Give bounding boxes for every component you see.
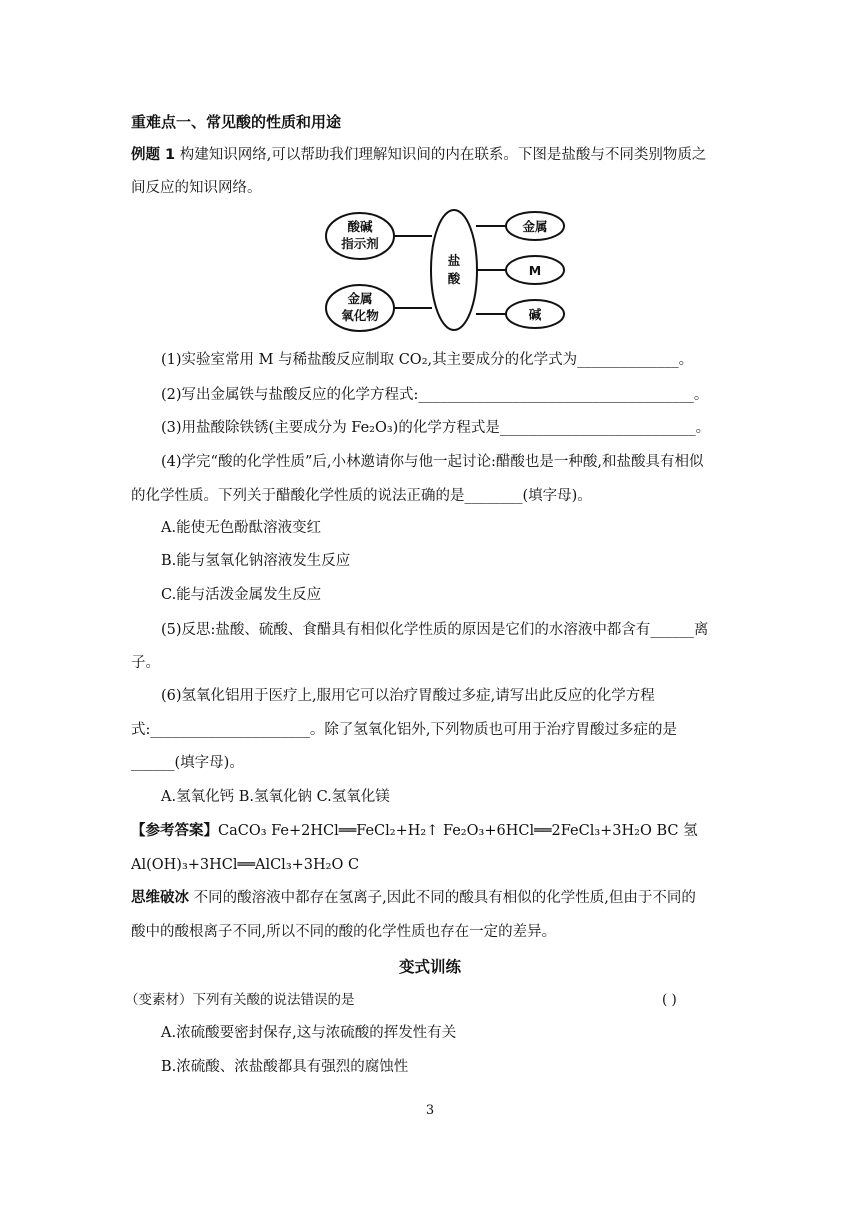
question-6-line-2: 式:______________________。除了氢氧化铝外,下列物质也可用于治疗胃酸过多症的是 [131,722,677,738]
question-6-line-1: (6)氢氧化铝用于医疗上,服用它可以治疗胃酸过多症,请写出此反应的化学方程 [161,688,655,704]
node-m-label: M [528,263,542,278]
answer-line-1 [131,821,698,841]
thinking-line-1 [131,888,696,908]
answer-line-2: Al(OH)₃+3HCl══AlCl₃+3H₂O C [131,857,360,873]
question-5-line-1: (5)反思:盐酸、硫酸、食醋具有相似化学性质的原因是它们的水溶液中都含有______离 [161,622,709,638]
question-1: (1)实验室常用 M 与稀盐酸反应制取 CO₂,其主要成分的化学式为______________。 [161,352,694,368]
thinking-text-1: 不同的酸溶液中都存在氢离子,因此不同的酸具有相似的化学性质,但由于不同的 [193,890,696,906]
node-hydrochloric-acid [431,210,477,330]
thinking-label: 思维破冰 [131,890,189,906]
question-6-line-3: ______(填字母)。 [131,755,244,771]
example-text-1: 构建知识网络,可以帮助我们理解知识间的内在联系。下图是盐酸与不同类别物质之 [179,147,707,163]
question-4-option-b: B.能与氢氧化钠溶液发生反应 [161,553,351,569]
answer-bracket: ( ) [662,992,677,1008]
node-metal-oxide-label-2: 氧化物 [341,308,379,323]
knowledge-network-diagram [324,208,588,336]
section-title: 重难点一、常见酸的性质和用途 [131,113,342,131]
question-5-line-2: 子。 [131,655,160,671]
question-2: (2)写出金属铁与盐酸反应的化学方程式:______________________________________。 [161,387,709,403]
answer-label: 【参考答案】 [131,823,218,839]
question-4-option-c: C.能与活泼金属发生反应 [161,587,322,603]
example-line-2: 间反应的知识网络。 [131,180,262,196]
variant-option-b: B.浓硫酸、浓盐酸都具有强烈的腐蚀性 [161,1059,409,1075]
node-indicator-label-1: 酸碱 [347,219,373,234]
node-acid-label-1: 盐 [447,253,461,268]
variant-option-a: A.浓硫酸要密封保存,这与浓硫酸的挥发性有关 [161,1025,457,1041]
question-3: (3)用盐酸除铁锈(主要成分为 Fe₂O₃)的化学方程式是___________________________。 [161,420,711,436]
page-number: 3 [425,1103,435,1118]
question-6-options: A.氢氧化钙 B.氢氧化钠 C.氢氧化镁 [161,789,390,805]
question-4-option-a: A.能使无色酚酞溶液变红 [161,520,322,536]
thinking-line-2: 酸中的酸根离子不同,所以不同的酸的化学性质也存在一定的差异。 [131,924,557,940]
answer-text-1: CaCO₃ Fe+2HCl══FeCl₂+H₂↑ Fe₂O₃+6HCl══2FeCl₃+3H₂O BC 氢 [218,823,698,839]
example-line-1 [131,145,706,165]
question-4-line-1: (4)学完“酸的化学性质”后,小林邀请你与他一起讨论:醋酸也是一种酸,和盐酸具有相似 [161,454,704,470]
node-metal-label: 金属 [522,219,548,234]
node-metal-oxide-label-1: 金属 [347,291,373,306]
variant-title: 变式训练 [398,958,461,976]
node-acid-label-2: 酸 [447,271,461,286]
node-base-label: 碱 [528,307,542,322]
question-4-line-2: 的化学性质。下列关于醋酸化学性质的说法正确的是________(填字母)。 [131,488,592,504]
node-indicator-label-2: 指示剂 [341,236,379,251]
example-label: 例题 1 [131,147,176,163]
variant-question: （变素材）下列有关酸的说法错误的是 [125,992,355,1008]
